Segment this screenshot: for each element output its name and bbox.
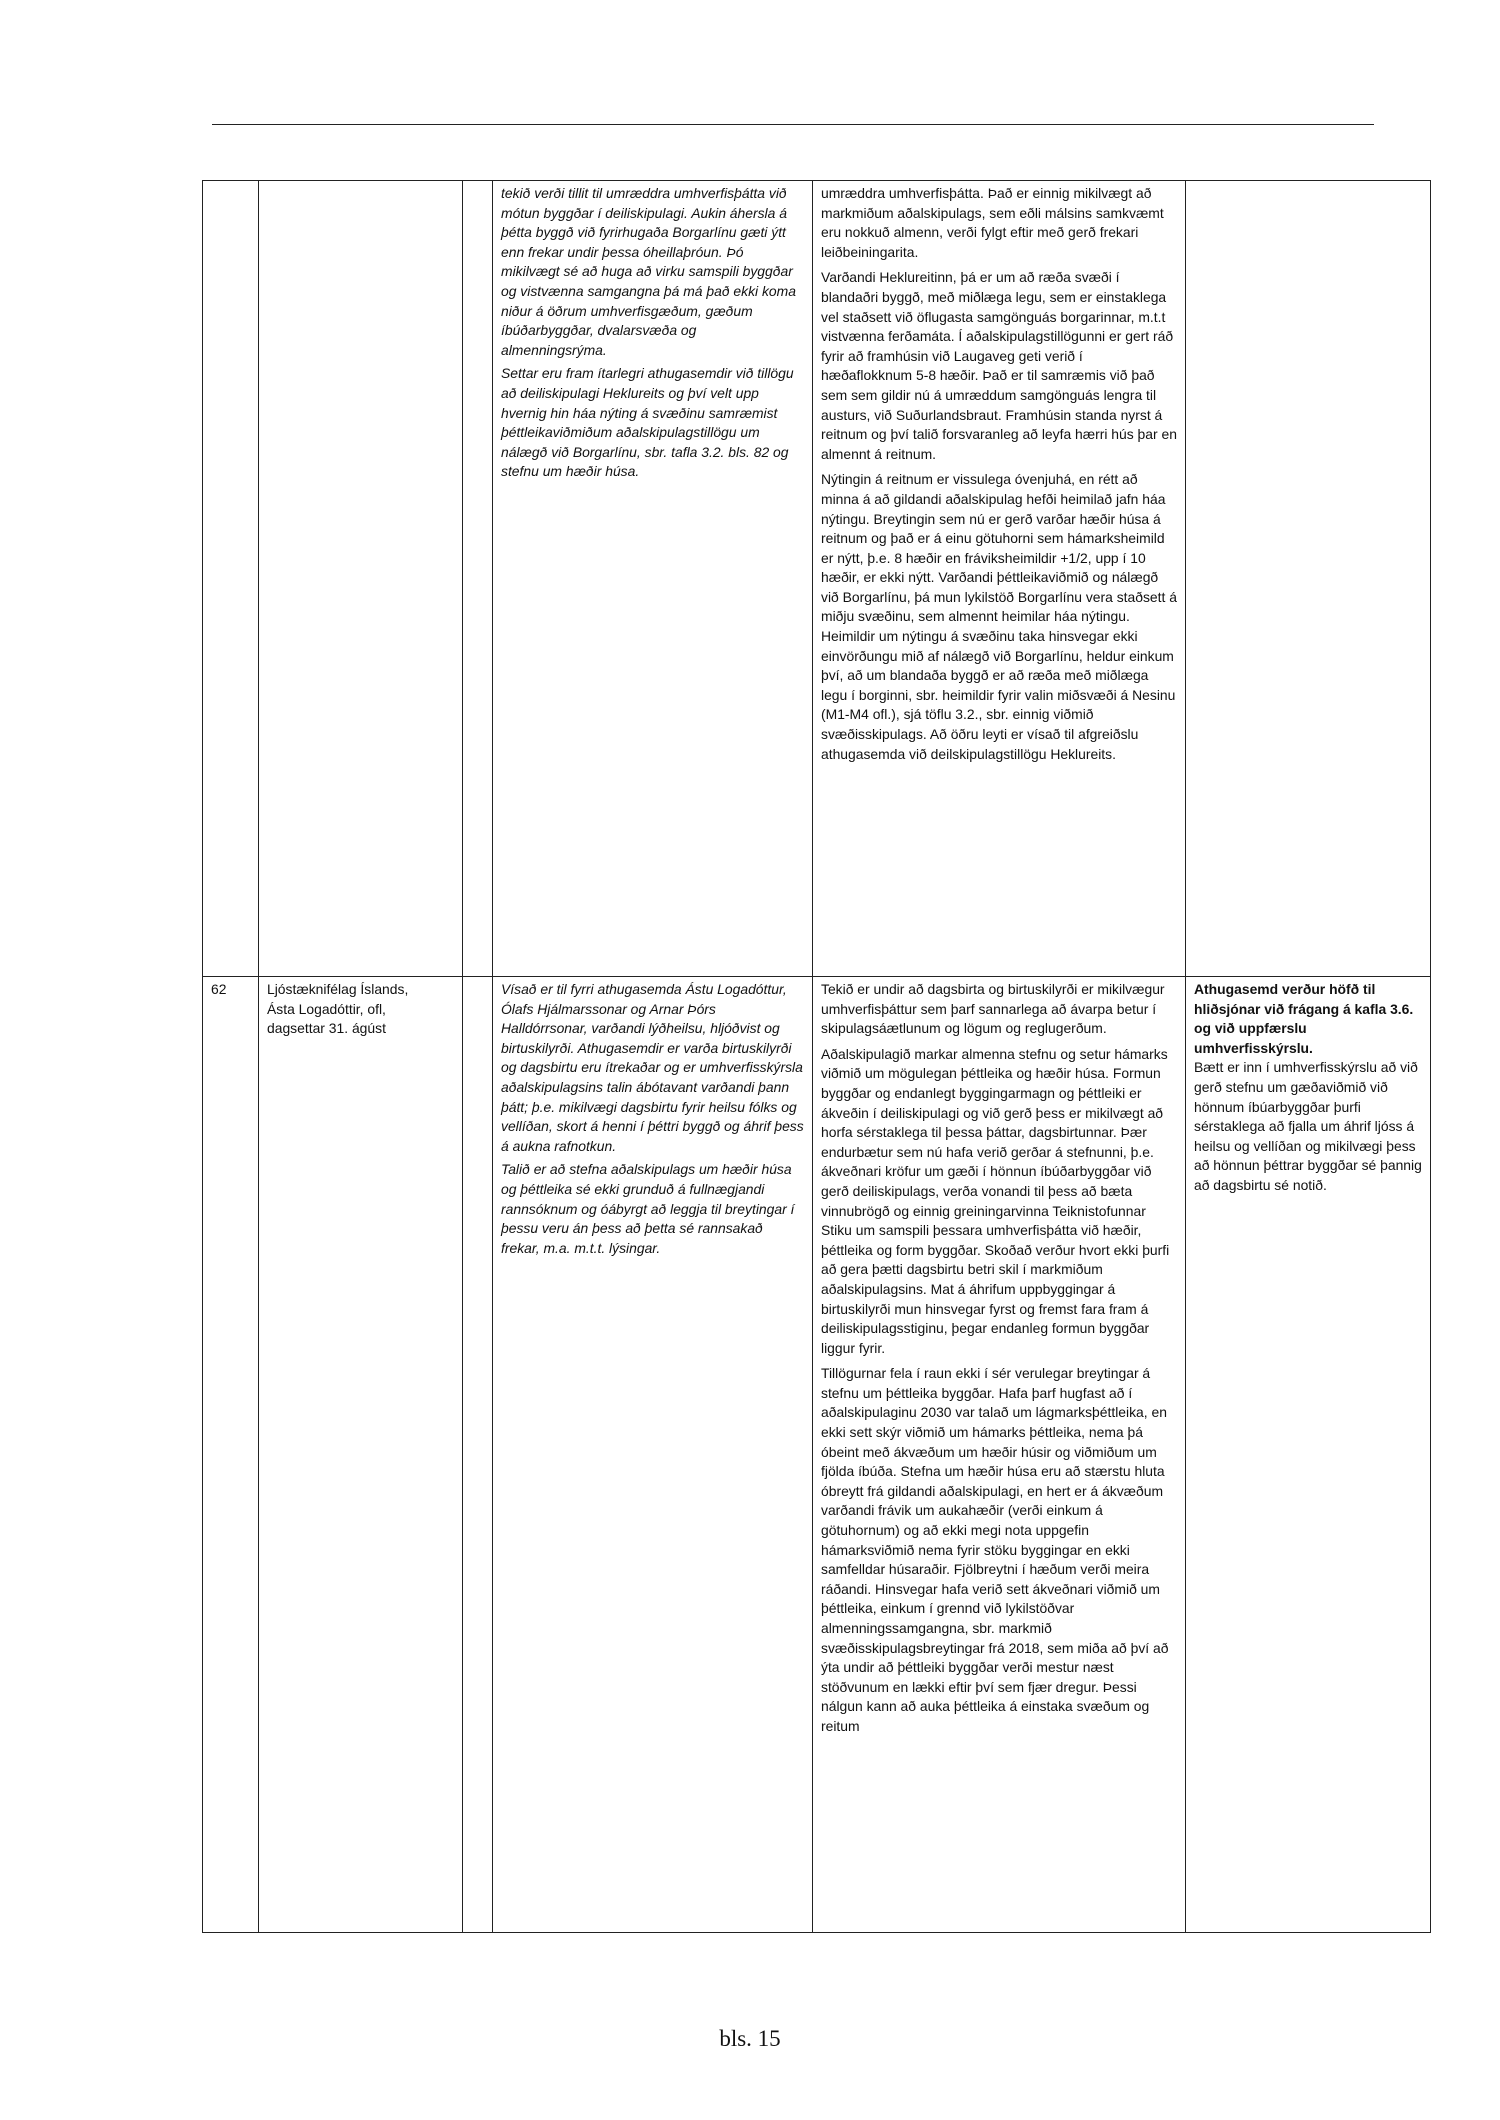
sender-line: dagsettar 31. ágúst — [267, 1020, 386, 1037]
spacer-cell — [463, 181, 493, 977]
response-paragraph: Tekið er undir að dagsbirta og birtuskilyrði er mikilvægur umhverfisþáttur sem þarf sannarlega að ávarpa betur í skipulagsáætlunum og lögum og reglugerðum. — [821, 981, 1165, 1037]
summary-cell — [493, 181, 813, 977]
summary-paragraph: tekið verði tillit til umræddra umhverfisþátta við mótun byggðar í deiliskipulagi. Aukin áhersla á þétta byggð við fyrirhugaða Borgarlínu gæti ýtt enn frekar undir þessa óheillaþróun. Þó mikilvægt sé að huga að virku samspili byggðar og vistvænna samgangna þá má það ekki koma niður á öðrum umhverfisgæðum, gæðum íbúðarbyggðar, dvalarsvæða og almenningsrýma. — [501, 185, 796, 358]
decision-normal: Bætt er inn í umhverfisskýrslu að við gerð stefnu um gæðaviðmið við hönnum íbúarbyggðar þurfi sérstaklega að fjalla um áhrif ljóss á heilsu og vellíðan og mikilvægi þess að hönnun þéttrar byggðar sé þannig að dagsbirtu sé notið. — [1194, 1059, 1422, 1193]
decision-text — [1194, 980, 1422, 1196]
response-paragraph: Aðalskipulagið markar almenna stefnu og setur hámarks viðmið um mögulegan þéttleika og hæðir húsa. Formun byggðar og endanlegt byggingarmagn og þéttleiki er ákveðin í deiliskipulagi og við gerð þess er mikilvægt að horfa sérstaklega til þessa þáttar, dagsbirtunnar. Þær endurbætur sem nú hafa verið gerðar á stefnunni, þ.e. ákveðnari kröfur um gæði í hönnun íbúðarbyggðar við gerð deiliskipulags, verða vonandi til þess að bæta vinnubrögð og einnig greiningarvinna Teiknistofunnar Stiku um samspili þessara umhverfisþátta við hæðir, þéttleika og form byggðar. Skoðað verður hvort ekki þurfi að gera þætti dagsbirtu betri skil í markmiðum aðalskipulagsins. Mat á áhrifum uppbyggingar á birtuskilyrði mun hinsvegar fyrst og fremst fara fram á deiliskipulagsstiginu, þegar endanleg formun byggðar liggur fyrir. — [821, 1045, 1170, 1356]
response-paragraph: Varðandi Heklureitinn, þá er um að ræða svæði í blandaðri byggð, með miðlæga legu, sem er einstaklega vel staðsett við öflugasta samgönguás borgarinnar, m.t.t vistvænna ferðamáta. Í aðalskipulagstillögunni er gert ráð fyrir að framhúsin við Laugaveg geti verið í hæðaflokknum 5-8 hæðir. Það er til samræmis við það sem sem gildir nú á umræddum samgönguás lengra til austurs, við Suðurlandsbraut. Framhúsin standa nyrst á reitnum og því talið forsvaranleg að leyfa hærri hús þar en almennt á reitnum. — [821, 269, 1177, 462]
table-row — [203, 181, 1431, 977]
response-cell — [813, 977, 1186, 1933]
response-cell — [813, 181, 1186, 977]
spacer-cell — [463, 977, 493, 1933]
sender-line: Ljóstæknifélag Íslands, — [267, 981, 409, 997]
decision-cell — [1186, 181, 1431, 977]
summary-paragraph: Vísað er til fyrri athugasemda Ástu Logadóttur, Ólafs Hjálmarssonar og Arnar Þórs Halldórrsonar, varðandi lýðheilsu, hljóðvist og birtuskilyrði. Athugasemdir er varða birtuskilyrði og dagsbirtu eru ítrekaðar og er umhverfisskýrsla aðalskipulagsins talin ábótavant varðandi þann þátt; þ.e. mikilvægi dagsbirtu fyrir heilsu fólks og vellíðan, skort á henni í þéttri byggð og áhrif þess á aukna rafnotkun. — [501, 981, 804, 1154]
number-cell — [203, 181, 259, 977]
page-number: bls. 15 — [719, 2026, 781, 2051]
sender-cell — [259, 977, 463, 1933]
response-paragraph: Nýtingin á reitnum er vissulega óvenjuhá, en rétt að minna á að gildandi aðalskipulag hefði heimilað jafn háa nýtingu. Breytingin sem nú er gerð varðar hæðir húsa á reitnum og það er á einu götuhorni sem hámarksheimild er nýtt, þ.e. 8 hæðir en fráviksheimildir +1/2, upp í 10 hæðir, er ekki nýtt. Varðandi þéttleikaviðmið og nálægð við Borgarlínu, þá mun lykilstöð Borgarlínu vera staðsett á miðju svæðinu, sem almennt heimilar háa nýtingu. Heimildir um nýtingu á svæðinu taka hinsvegar ekki einvörðungu mið af nálægð við Borgarlínu, heldur einkum því, að um blandaða byggð er að ræða með miðlæga legu í borginni, sbr. heimildir fyrir valin miðsvæði á Nesinu (M1-M4 ofl.), sjá töflu 3.2., sbr. einnig viðmið svæðisskipulags. Að öðru leyti er vísað til afgreiðslu athugasemda við deilskipulagstillögu Heklureits. — [821, 471, 1177, 762]
decision-bold: Athugasemd verður höfð til hliðsjónar við frágang á kafla 3.6. og við uppfærslu umhverfisskýrslu. — [1194, 981, 1414, 1056]
summary-paragraph: Settar eru fram ítarlegri athugasemdir við tillögu að deiliskipulagi Heklureits og því velt upp hvernig hin háa nýting á svæðinu samræmist þéttleikaviðmiðum aðalskipulagstillögu um nálægð við Borgarlínu, sbr. tafla 3.2. bls. 82 og stefnu um hæðir húsa. — [501, 365, 794, 480]
sender-line: Ásta Logadóttir, ofl, — [267, 1000, 386, 1017]
table-row — [203, 977, 1431, 1933]
response-paragraph: Tillögurnar fela í raun ekki í sér verulegar breytingar á stefnu um þéttleika byggðar. Hafa þarf hugfast að í aðalskipulaginu 2030 var talað um lágmarksþéttleika, en ekki sett skýr viðmið um hámarks þéttleika, nema þá óbeint með ákvæðum um hæðir húsir og viðmiðum um fjölda íbúða. Stefna um hæðir húsa eru að stærstu hluta óbreytt frá gildandi aðalskipulagi, en hert er á ákvæðum varðandi frávik um aukahæðir (verði einkum á götuhornum) og að ekki megi nota uppgefin hámarksviðmið nema fyrir stöku byggingar en ekki samfelldar húsaraðir. Fjölbreytni í hæðum verði meira ráðandi. Hinsvegar hafa verið sett ákveðnari viðmið um þéttleika, einkum í grennd við lykilstöðvar almenningssamgangna, sbr. markmið svæðisskipulagsbreytingar frá 2018, sem miða að því að ýta undir að þéttleiki byggðar verði mestur næst stöðvunum en lækki eftir því sem fjær dregur. Þessi nálgun kann að auka þéttleika á einstaka svæðum og reitum — [821, 1365, 1169, 1734]
summary-cell — [493, 977, 813, 1933]
comments-table — [202, 180, 1431, 1933]
response-paragraph: umræddra umhverfisþátta. Það er einnig mikilvægt að markmiðum aðalskipulags, sem eðli málsins samkvæmt eru nokkuð almenn, verði fylgt eftir með gerð frekari leiðbeiningarita. — [821, 185, 1164, 260]
sender-cell — [259, 181, 463, 977]
header-rule — [212, 124, 1374, 125]
decision-cell — [1186, 977, 1431, 1933]
summary-paragraph: Talið er að stefna aðalskipulags um hæðir húsa og þéttleika sé ekki grunduð á fullnægjandi rannsóknum og óábyrgt að leggja til breytingar í þessu veru án þess að þetta sé rannsakað frekar, m.a. m.t.t. lýsingar. — [501, 1161, 795, 1256]
number-cell: 62 — [203, 977, 259, 1933]
